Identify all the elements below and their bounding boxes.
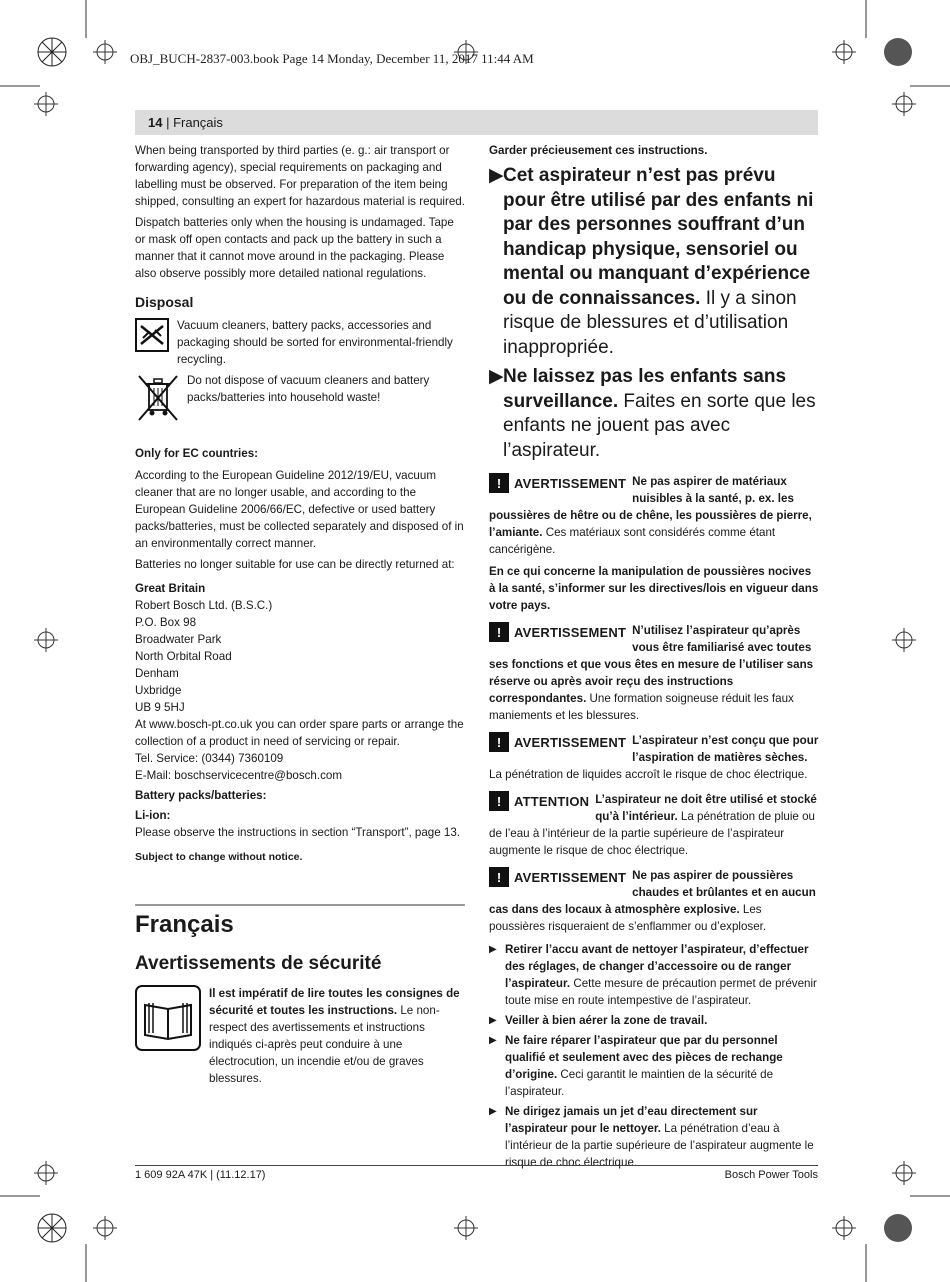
warning-3-bold: L’aspirateur n’est conçu que pour l’aspiration de matières sèches. (632, 734, 819, 764)
header-separator: | (162, 115, 174, 130)
page-header (135, 110, 818, 135)
warning-triangle-icon: ! (489, 867, 509, 887)
transport-paragraph-2: Dispatch batteries only when the housing is undamaged. Tape or mask off open contacts and pack up the battery in such a manner that it cannot move around in the packaging. Please also observe possibly more detailed national regulations. (135, 216, 454, 280)
read-manual-icon (135, 985, 201, 1051)
warning-label: AVERTISSEMENT (514, 475, 627, 491)
warning-block-3 (489, 732, 819, 783)
intro-paragraph (209, 985, 465, 1087)
caution-rest: La pénétration de pluie ou de l’eau à l’intérieur de la partie supérieure de l’aspirateur augmente le risque de choc électrique. (489, 810, 815, 857)
liion-paragraph: Please observe the instructions in section “Transport”, page 13. (135, 826, 461, 839)
header-language: Français (173, 115, 223, 130)
warning-block-1 (489, 473, 819, 558)
bullet-1-rest: Cette mesure de précaution permet de prévenir toute mise en route intempestive de l’aspirateur. (505, 977, 817, 1007)
disposal-heading: Disposal (135, 294, 194, 310)
bullet-item (489, 1012, 819, 1029)
address-line: North Orbital Road (135, 650, 232, 663)
bullet-4-rest: La pénétration d’eau à l’intérieur de la partie supérieure de l’aspirateur augmente le risque de choc électrique. (505, 1122, 814, 1169)
address-line: Robert Bosch Ltd. (B.S.C.) (135, 599, 273, 612)
address-line: P.O. Box 98 (135, 616, 197, 629)
liion-heading: Li-ion: (135, 809, 171, 822)
caution-block (489, 791, 819, 859)
safety-warnings-title: Avertissements de sécurité (135, 953, 382, 974)
big-warning-1 (489, 164, 819, 360)
big-warning-1-rest: Il y a sinon risque de blessures et d’utilisation inappropriée. (503, 287, 797, 358)
address-line: Uxbridge (135, 684, 182, 697)
bullet-3-bold: Ne faire réparer l’aspirateur que par du personnel qualifié et seulement avec des pièces de rechange d’origine. (505, 1034, 783, 1081)
battery-heading: Battery packs/batteries: (135, 789, 267, 802)
ec-heading: Only for EC countries: (135, 447, 259, 460)
print-slug: OBJ_BUCH-2837-003.book Page 14 Monday, December 11, 2017 11:44 AM (130, 51, 534, 66)
address-line: Denham (135, 667, 179, 680)
warning-3-rest: La pénétration de liquides accroît le risque de choc électrique. (489, 768, 808, 781)
warning-1-bold: Ne pas aspirer de matériaux nuisibles à la santé, p. ex. les poussières de hêtre ou de chêne, les poussières de pierre, l’amiante. (489, 475, 812, 539)
bullet-item (489, 1032, 819, 1100)
great-britain-heading: Great Britain (135, 582, 206, 595)
bullet-item (489, 941, 819, 1009)
bullet-3-rest: Ceci garantit le maintien de la sécurité de l’aspirateur. (505, 1068, 774, 1098)
ec-paragraph-1: According to the European Guideline 2012/19/EU, vacuum cleaner that are no longer usable, and according to the European Guideline 2006/66/EC, defective or used battery packs/batteries, must be collected separately and disposed of in an environmentally correct manner. (135, 469, 464, 550)
warning-block-2 (489, 622, 819, 724)
bullet-4-bold: Ne dirigez jamais un jet d’eau directement sur l’aspirateur pour le nettoyer. (505, 1105, 758, 1135)
warning-triangle-icon: ! (489, 473, 509, 493)
website-paragraph: At www.bosch-pt.co.uk you can order spare parts or arrange the collection of a product in need of servicing or repair. (135, 718, 464, 748)
intro-rest: Le non-respect des avertissements et instructions indiqués ci-après peut conduire à une électrocution, un incendie et/ou de graves blessures. (209, 1004, 440, 1085)
big-warning-2 (489, 365, 819, 463)
recycling-icon (135, 318, 169, 352)
bullet-2-bold: Veiller à bien aérer la zone de travail. (505, 1014, 708, 1027)
bullet-arrow-icon: ▶ (489, 1106, 497, 1117)
bullet-arrow-icon: ▶ (489, 1015, 497, 1026)
service-email: E-Mail: boschservicecentre@bosch.com (135, 769, 343, 782)
section-divider (135, 904, 465, 906)
footer-docnumber: 1 609 92A 47K | (11.12.17) (135, 1169, 266, 1181)
address-line: Broadwater Park (135, 633, 222, 646)
warning-label: AVERTISSEMENT (514, 624, 627, 640)
page-footer (135, 1165, 818, 1181)
big-warning-1-bold: Cet aspirateur n’est pas prévu pour être utilisé par des enfants ni par des personnes souffrant d’un handicap physique, sensoriel ou mental ou manquant d’expérience ou de connaissances. (503, 165, 814, 309)
warning-5-rest: Les poussières risqueraient de s’enflammer ou d’exploser. (489, 903, 767, 933)
caution-label: ATTENTION (514, 793, 590, 809)
subject-to-change: Subject to change without notice. (135, 851, 303, 863)
triangle-arrow-icon: ▶ (489, 165, 504, 186)
warning-2-rest: Une formation soigneuse réduit les faux maniements et les blessures. (489, 692, 794, 722)
bullet-item (489, 1103, 819, 1171)
bullet-1-bold: Retirer l’accu avant de nettoyer l’aspirateur, d’effectuer des réglages, de changer d’accessoire ou de ranger l’aspirateur. (505, 943, 809, 990)
warning-triangle-icon: ! (489, 791, 509, 811)
warning-label: AVERTISSEMENT (514, 869, 627, 885)
ec-paragraph-2: Batteries no longer suitable for use can be directly returned at: (135, 558, 455, 571)
crossed-bin-icon (135, 372, 181, 424)
bullet-arrow-icon: ▶ (489, 944, 497, 955)
warning-1-rest: Ces matériaux sont considérés comme étant cancérigène. (489, 526, 776, 556)
warning-label: AVERTISSEMENT (514, 734, 627, 750)
big-warning-2-bold: Ne laissez pas les enfants sans surveillance. (503, 366, 787, 412)
footer-brand: Bosch Power Tools (724, 1169, 818, 1181)
intro-bold: Il est impératif de lire toutes les consignes de sécurité et toutes les instructions. (209, 987, 460, 1017)
right-column (489, 142, 819, 1171)
service-phone: Tel. Service: (0344) 7360109 (135, 752, 284, 765)
bullet-arrow-icon: ▶ (489, 1035, 497, 1046)
disposal-recycle-text: Vacuum cleaners, battery packs, accessories and packaging should be sorted for environmental-friendly recycling. (177, 319, 453, 366)
caution-bold: L’aspirateur ne doit être utilisé et stocké qu’à l’intérieur. (595, 793, 817, 823)
warning-triangle-icon: ! (489, 732, 509, 752)
warning-5-bold: Ne pas aspirer de poussières chaudes et brûlantes et en aucun cas dans des locaux à atmosphère explosive. (489, 869, 816, 916)
page-number: 14 (148, 115, 163, 130)
warning-2-bold: N’utilisez l’aspirateur qu’après vous être familiarisé avec toutes ses fonctions et que vous êtes en mesure de l’utiliser sans réserve ou après avoir reçu des instructions correspondantes. (489, 624, 814, 705)
left-column (135, 142, 465, 1087)
address-line: UB 9 5HJ (135, 701, 185, 714)
disposal-bin-text: Do not dispose of vacuum cleaners and battery packs/batteries into household waste! (187, 374, 430, 404)
warning-block-5 (489, 867, 819, 935)
keep-instructions: Garder précieusement ces instructions. (489, 144, 708, 157)
triangle-arrow-icon: ▶ (489, 366, 504, 387)
harmful-dust-note: En ce qui concerne la manipulation de poussières nocives à la santé, s’informer sur les directives/lois en vigueur dans votre pays. (489, 565, 819, 612)
francais-title: Français (135, 911, 234, 938)
transport-paragraph-1: When being transported by third parties (e. g.: air transport or forwarding agency), special requirements on packaging and labelling must be observed. For preparation of the item being shipped, consulting an expert for hazardous material is required. (135, 144, 465, 208)
warning-triangle-icon: ! (489, 622, 509, 642)
big-warning-2-rest: Faites en sorte que les enfants ne jouent pas avec l’aspirateur. (503, 390, 816, 461)
